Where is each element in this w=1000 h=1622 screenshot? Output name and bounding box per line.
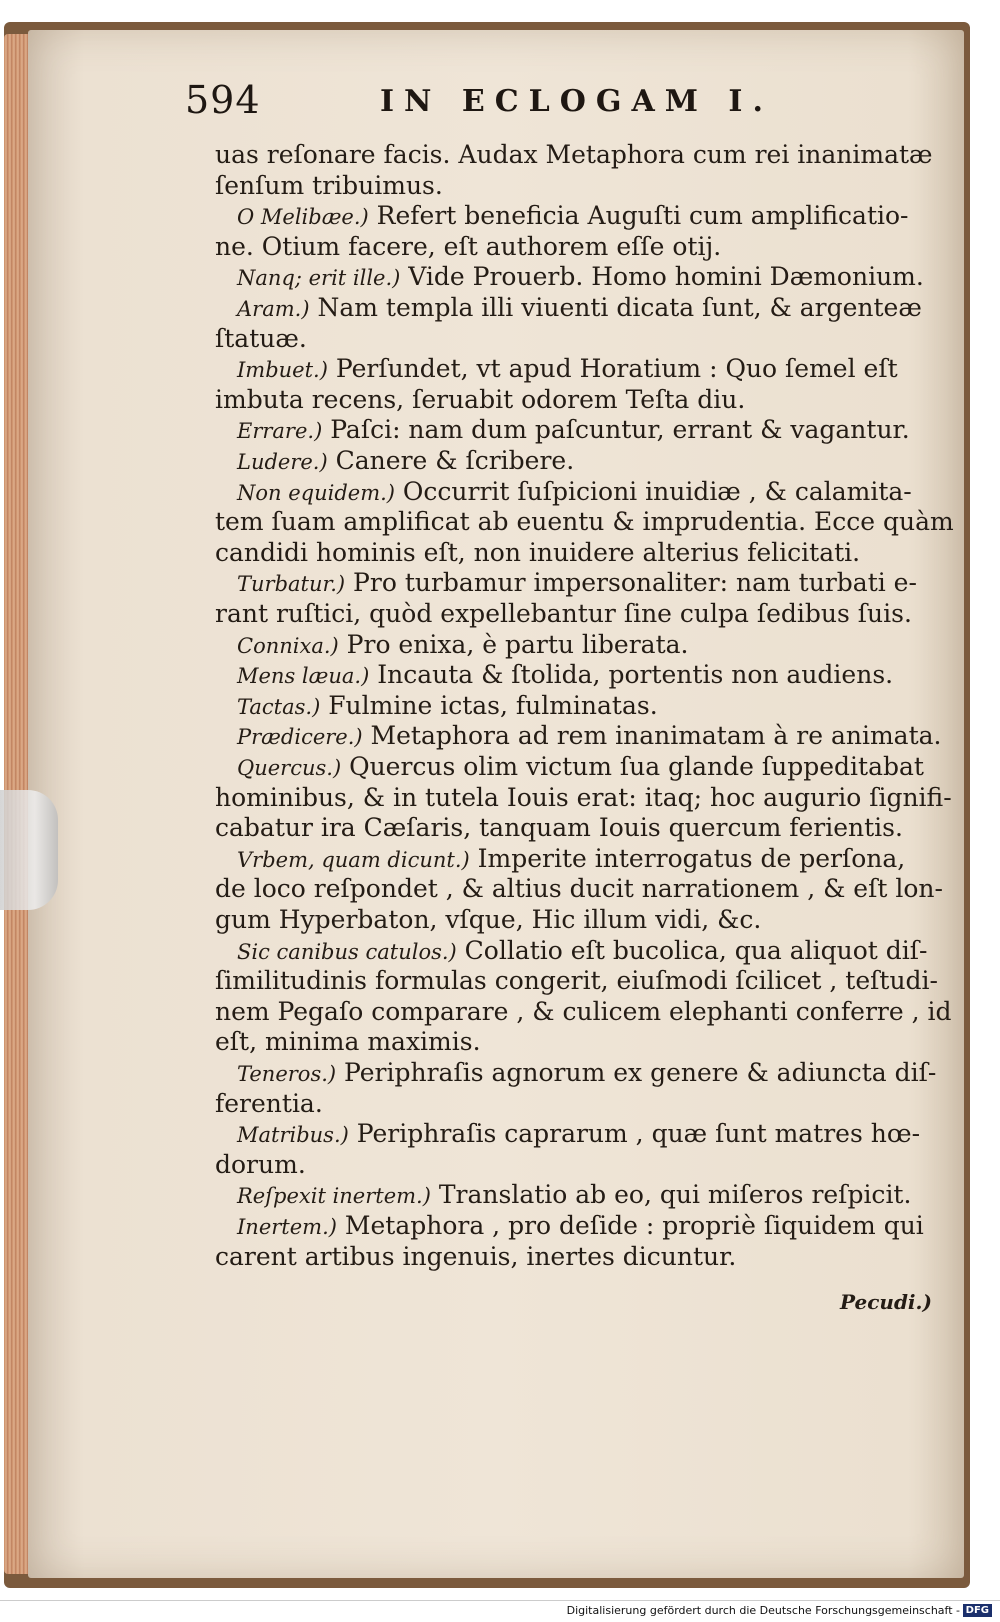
line-text: rant ruſtici, quòd expellebantur ſine culpa ſedibus ſuis. <box>215 599 912 628</box>
text-line <box>237 293 922 324</box>
text-line <box>215 171 443 201</box>
dfg-logo: DFG <box>963 1604 992 1617</box>
text-line <box>215 966 938 996</box>
catchword: Pecudi.) <box>840 1290 932 1314</box>
line-text: Perſundet, vt apud Horatium : Quo ſemel eſt <box>327 354 898 384</box>
text-line <box>215 324 307 354</box>
text-line <box>215 783 952 813</box>
line-text: Fulmine ictas, fulminatas. <box>320 690 658 720</box>
line-text: ferentia. <box>215 1088 323 1118</box>
lemma: Teneros.) <box>237 1062 337 1086</box>
lemma: O Melibæe.) <box>237 205 369 230</box>
text-line <box>215 385 745 415</box>
line-text: Periphraſis caprarum , quæ ſunt matres hœ- <box>348 1119 921 1149</box>
line-text: Quercus olim victum ſua glande ſuppeditabat <box>341 752 924 781</box>
line-text: Metaphora ad rem inanimatam à re animata. <box>362 721 942 751</box>
page-header <box>185 78 885 128</box>
line-text: Pro enixa, è partu liberata. <box>338 629 689 659</box>
line-text: Translatio ab eo, qui miſeros reſpicit. <box>430 1180 912 1210</box>
lemma: Ludere.) <box>237 450 328 474</box>
text-line <box>237 201 909 232</box>
line-text: ſtatuæ. <box>215 323 307 353</box>
line-text: imbuta recens, ſeruabit odorem Teſta diu. <box>215 384 746 414</box>
lemma: Matribus.) <box>237 1123 349 1148</box>
line-text: hominibus, & in tutela Iouis erat: itaq; hoc augurio ſignifi- <box>215 782 952 812</box>
digitization-footer <box>0 1600 1000 1622</box>
line-text: carent artibus ingenuis, inertes dicuntur. <box>215 1241 737 1271</box>
text-line <box>237 630 688 661</box>
line-text: Pro turbamur impersonaliter: nam turbati e- <box>345 568 917 598</box>
lemma: Turbatur.) <box>237 572 346 597</box>
text-line <box>215 997 951 1027</box>
text-line <box>237 446 574 477</box>
line-text: tem ſuam amplificat ab euentu & imprudentia. Ecce quàm <box>215 507 954 537</box>
lemma: Errare.) <box>237 419 323 444</box>
line-text: candidi hominis eſt, non inuidere alterius felicitati. <box>215 537 861 567</box>
footer-credit: Digitalisierung gefördert durch die Deutsche Forschungsgemeinschaft - <box>566 1604 960 1617</box>
text-line <box>237 354 898 385</box>
text-line <box>237 477 912 508</box>
lemma: Prædicere.) <box>237 725 363 750</box>
lemma: Connixa.) <box>237 633 339 658</box>
line-text: ne. Otium facere, eſt authorem eſſe otij. <box>215 231 722 261</box>
line-text: gum Hyperbaton, vſque, Hic illum vidi, &c. <box>215 905 762 934</box>
line-text: Refert beneficia Auguſti cum amplificatio- <box>368 201 909 231</box>
text-line <box>215 905 761 935</box>
line-text: Canere & ſcribere. <box>327 446 575 475</box>
text-line <box>215 140 933 170</box>
line-text: uas reſonare facis. Audax Metaphora cum rei inanimatæ <box>215 140 933 169</box>
lemma: Imbuet.) <box>237 358 328 383</box>
text-line <box>215 1089 323 1119</box>
text-line <box>215 813 903 843</box>
text-line <box>237 660 893 691</box>
text-line <box>215 232 721 262</box>
line-text: Paſci: nam dum paſcuntur, errant & vagantur. <box>322 415 910 445</box>
text-line <box>215 507 954 537</box>
line-text: dorum. <box>215 1149 306 1179</box>
line-text: nem Pegaſo comparare , & culicem elephanti conferre , id <box>215 996 952 1026</box>
text-line <box>237 844 905 875</box>
lemma: Aram.) <box>237 297 310 321</box>
line-text: Incauta & ſtolida, portentis non audiens. <box>369 660 894 690</box>
running-head: IN ECLOGAM I. <box>380 84 773 119</box>
lemma: Nanq; erit ille.) <box>237 266 401 291</box>
text-line <box>237 1211 924 1242</box>
line-text: cabatur ira Cæſaris, tanquam Iouis quercum ferientis. <box>215 813 903 843</box>
lemma: Tactas.) <box>237 694 321 719</box>
text-line <box>215 1242 736 1272</box>
text-line <box>237 1180 911 1211</box>
text-line <box>237 415 910 446</box>
line-text: Collatio eſt bucolica, qua aliquot diſ- <box>456 935 928 965</box>
line-text: de loco reſpondet , & altius ducit narrationem , & eſt lon- <box>215 874 943 904</box>
line-text: ſimilitudinis formulas congerit, eiuſmodi ſcilicet , teſtudi- <box>215 966 938 996</box>
text-line <box>215 1027 481 1057</box>
page-number: 594 <box>185 78 261 122</box>
text-line <box>237 691 658 722</box>
page-clip <box>0 790 58 910</box>
lemma: Sic canibus catulos.) <box>237 939 457 964</box>
line-text: Metaphora , pro deſide : propriè ſiquidem qui <box>336 1211 924 1240</box>
lemma: Quercus.) <box>237 756 342 780</box>
text-line <box>215 599 912 629</box>
line-text: Occurrit ſuſpicioni inuidiæ , & calamita- <box>394 476 912 506</box>
text-line <box>237 721 941 752</box>
text-line <box>237 262 924 293</box>
lemma: Vrbem, quam dicunt.) <box>237 847 470 872</box>
text-line <box>237 752 924 783</box>
lemma: Inertem.) <box>237 1215 337 1239</box>
lemma: Reſpexit inertem.) <box>237 1184 431 1209</box>
text-line <box>215 874 943 904</box>
text-line <box>215 538 860 568</box>
line-text: Periphraſis agnorum ex genere & adiuncta diſ- <box>336 1058 937 1087</box>
text-line <box>237 568 917 599</box>
line-text: Imperite interrogatus de perſona, <box>469 843 906 873</box>
text-line <box>237 1058 936 1089</box>
text-line <box>237 1119 920 1150</box>
line-text: ſenſum tribuimus. <box>215 170 443 200</box>
lemma: Non equidem.) <box>237 480 395 505</box>
text-line <box>237 936 928 967</box>
line-text: Nam templa illi viuenti dicata ſunt, & argenteæ <box>309 293 922 322</box>
lemma: Mens læua.) <box>237 664 370 689</box>
line-text: Vide Prouerb. Homo homini Dæmonium. <box>400 262 924 292</box>
line-text: eſt, minima maximis. <box>215 1027 481 1057</box>
text-line <box>215 1150 306 1180</box>
